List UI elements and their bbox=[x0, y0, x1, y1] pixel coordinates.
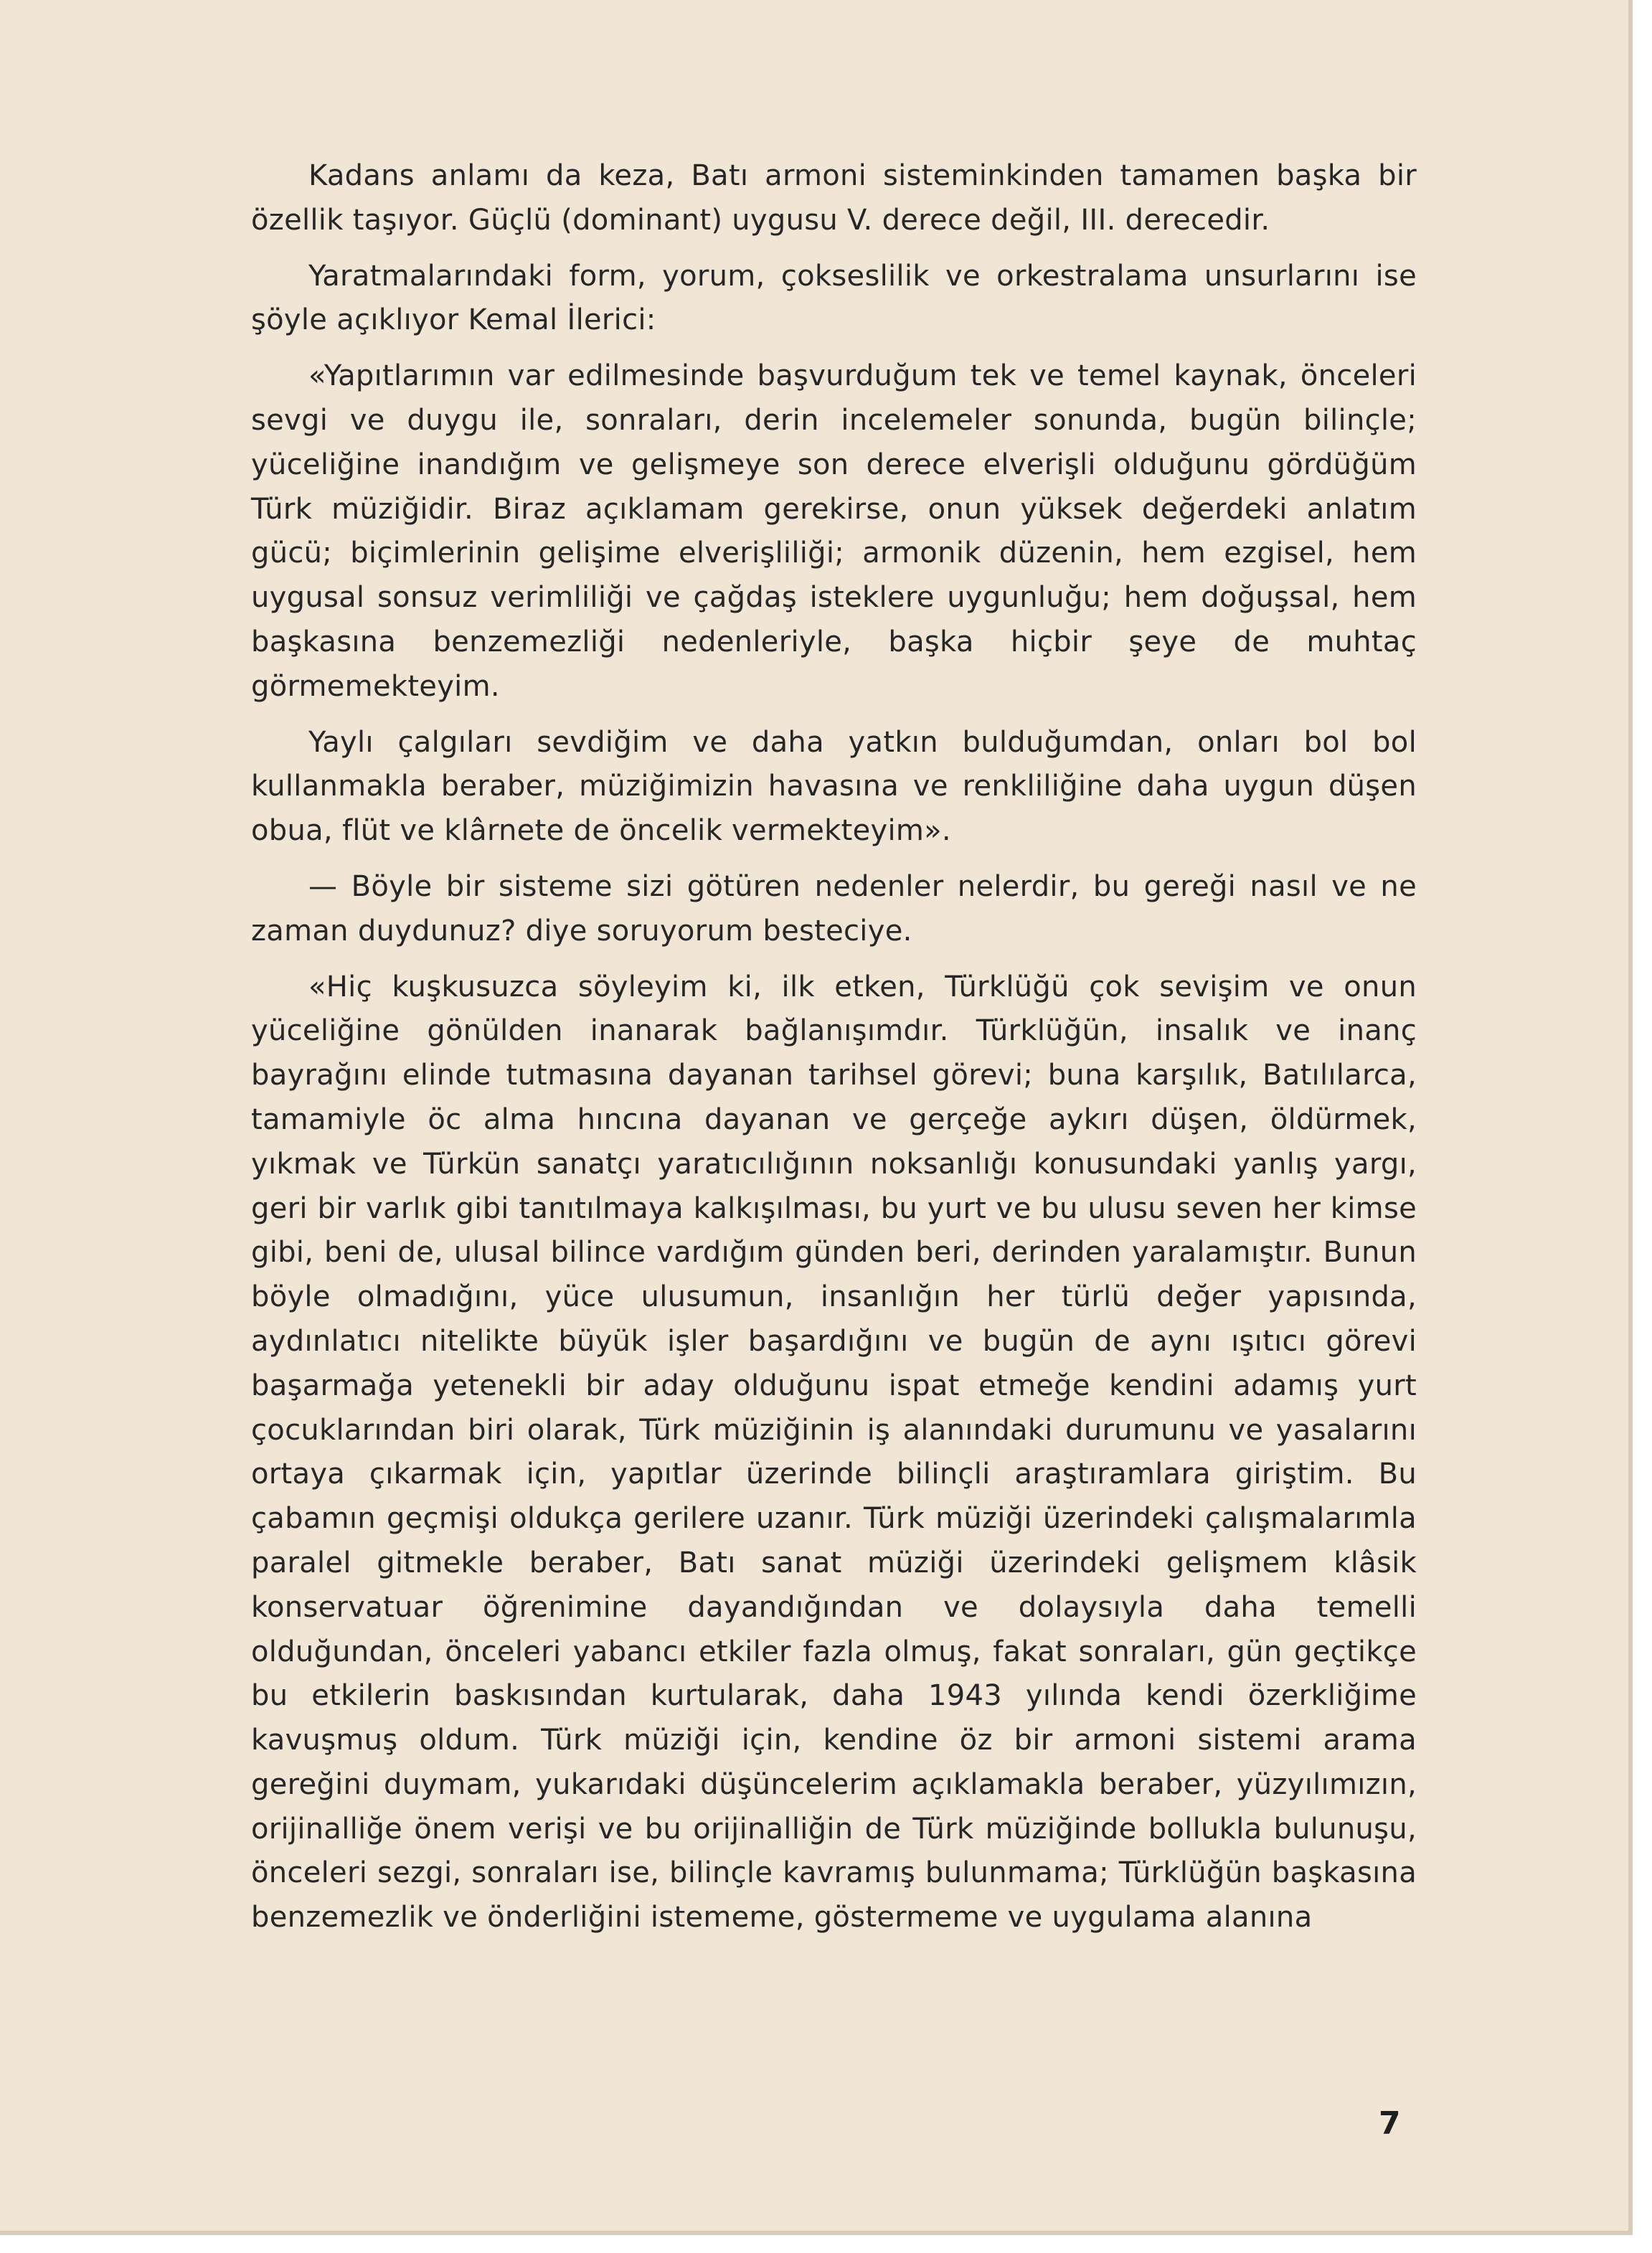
paragraph-4: Yaylı çalgıları sevdiğim ve daha yatkın bulduğumdan, onları bol bol kullanmakla beraber, müziğimizin havasına ve renkliliğine daha uygun düşen obua, flüt ve klârnete de öncelik vermekteyim». bbox=[251, 725, 1417, 848]
paragraph-5: — Böyle bir sisteme sizi götüren nedenler nelerdir, bu gereği nasıl ve ne zaman duydunuz? diye soruyorum besteciye. bbox=[251, 869, 1417, 948]
paragraph-2: Yaratmalarındaki form, yorum, çokseslilik ve orkestralama unsurlarını ise şöyle açıklıyor Kemal İlerici: bbox=[251, 259, 1417, 337]
paragraph-3: «Yapıtlarımın var edilmesinde başvurduğum tek ve temel kaynak, önceleri sevgi ve duygu ile, sonraları, derin incelemeler sonunda, bugün bilinçle; yüceliğine inandığım ve gelişmeye son derece elverişli olduğunu gördüğüm Türk müziğidir. Biraz açıklamam gerekirse, onun yüksek değerdeki anlatım gücü; biçimlerinin gelişime elverişliliği; armonik düzenin, hem ezgisel, hem uygusal sonsuz verimliliği ve çağdaş isteklere uygunluğu; hem doğuşsal, hem başkasına benzemezliği nedenleriyle, başka hiçbir şeye de muhtaç görmemekteyim. bbox=[251, 359, 1417, 703]
paragraph-6: «Hiç kuşkusuzca söyleyim ki, ilk etken, Türklüğü çok sevişim ve onun yüceliğine gönülden inanarak bağlanışımdır. Türklüğün, insalık ve inanç bayrağını elinde tutmasına dayanan tarihsel görevi; buna karşılık, Batılılarca, tamamiyle öc alma hıncına dayanan ve gerçeğe aykırı düşen, öldürmek, yıkmak ve Türkün sanatçı yaratıcılığının noksanlığı konusundaki yanlış yargı, geri bir varlık gibi tanıtılmaya kalkışılması, bu yurt ve bu ulusu seven her kimse gibi, beni de, ulusal bilince vardığım günden beri, derinden yaralamıştır. Bunun böyle olmadığını, yüce ulusumun, insanlığın her türlü değer yapısında, aydınlatıcı nitelikte büyük işler başardığını ve bugün de aynı ışıtıcı görevi başarmağa yetenekli bir aday olduğunu ispat etmeğe kendini adamış yurt çocuklarından biri olarak, Türk müziğinin iş alanındaki durumunu ve yasalarını ortaya çıkarmak için, yapıtlar üzerinde bilinçli araştıramlara giriştim. Bu çabamın geçmişi oldukça gerilere uzanır. Türk müziği üzerindeki çalışmalarımla paralel gitmekle beraber, Batı sanat müziği üzerindeki gelişmem klâsik konservatuar öğrenimine dayandığından ve dolaysıyla daha temelli olduğundan, önceleri yabancı etkiler fazla olmuş, fakat sonraları, gün geçtikçe bu etkilerin baskısından kurtularak, daha 1943 yılında kendi özerkliğime kavuşmuş oldum. Türk müziği için, kendine öz bir armoni sistemi arama gereğini duymam, yukarıdaki düşüncelerim açıklamakla beraber, yüzyılımızın, orijinalliğe önem verişi ve bu orijinalliğin de Türk müziğinde bollukla bulunuşu, önceleri sezgi, sonraları ise, bilinçle kavramış bulunmama; Türklüğün başkasına benzemezlik ve önderliğini istememe, göstermeme ve uygulama alanına bbox=[251, 970, 1417, 1935]
paragraph-1: Kadans anlamı da keza, Batı armoni sisteminkinden tamamen başka bir özellik taşıyor. Güçlü (dominant) uygusu V. derece değil, III. derecedir. bbox=[251, 159, 1417, 237]
page-number: 7 bbox=[1379, 2105, 1401, 2142]
body-text bbox=[251, 154, 1417, 1952]
